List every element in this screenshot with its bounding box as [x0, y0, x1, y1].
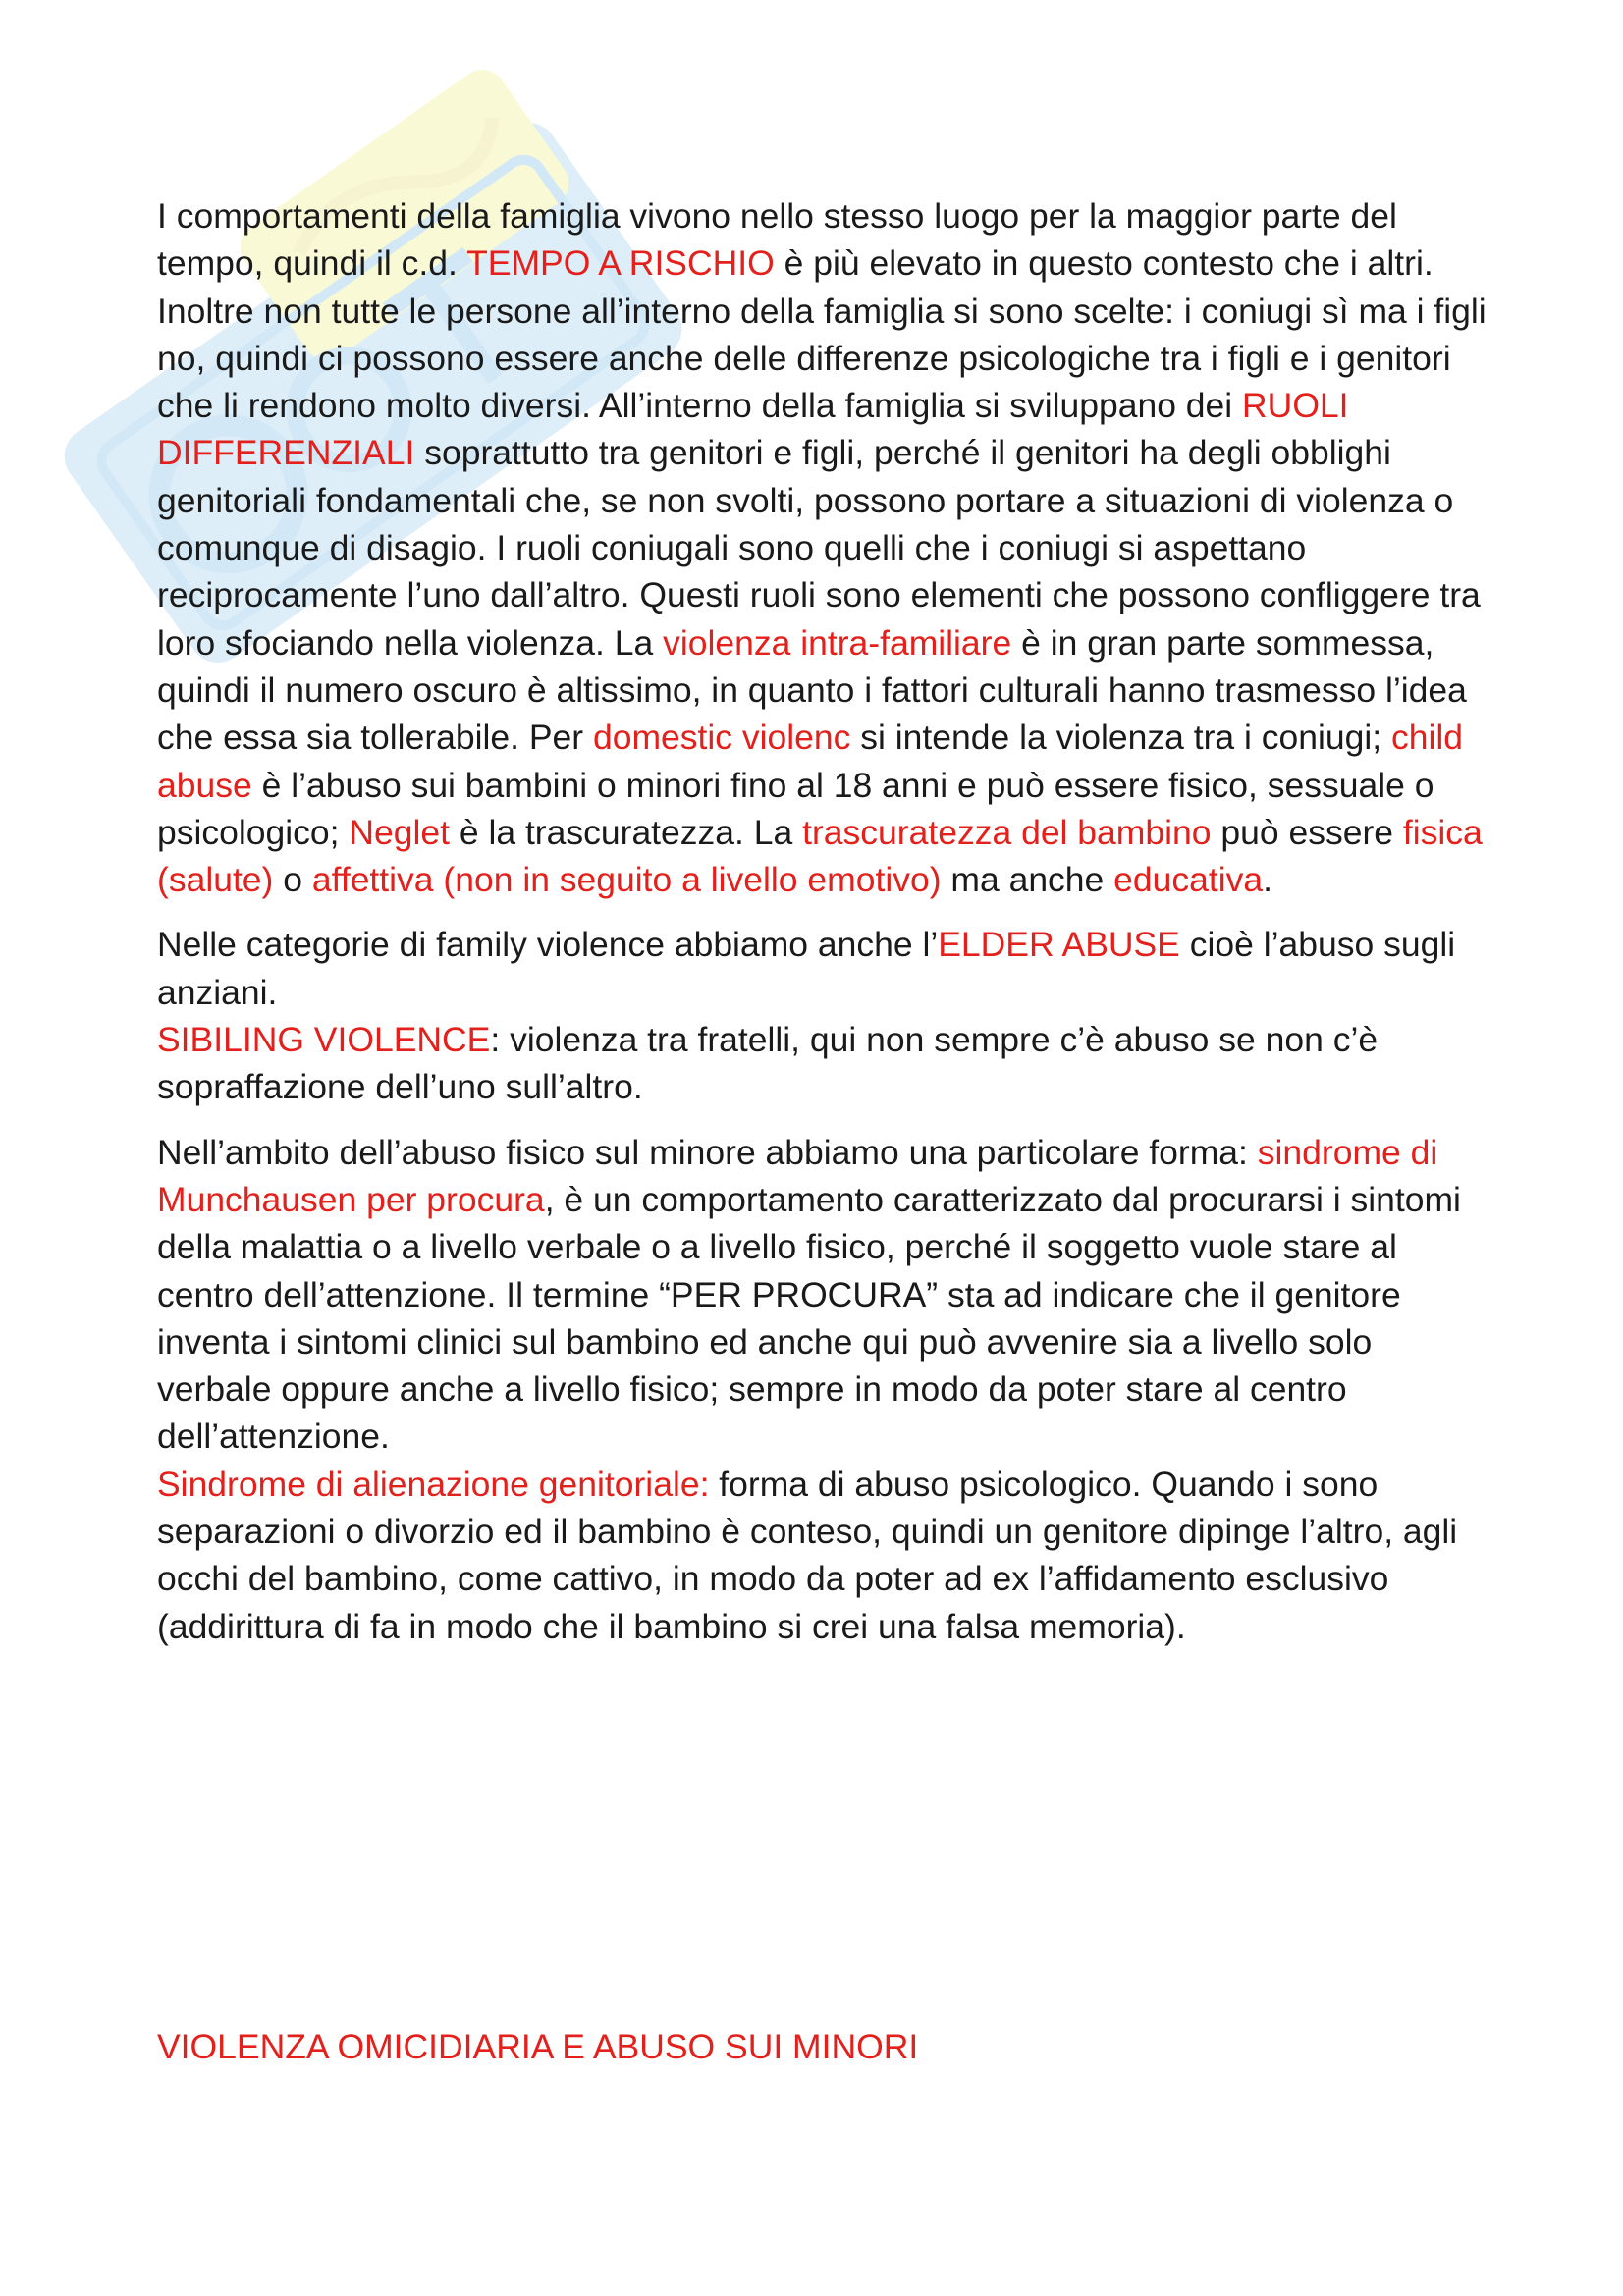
- text-run: Nell’ambito dell’abuso fisico sul minore abbiamo una particolare forma:: [157, 1132, 1258, 1172]
- highlighted-term: trascuratezza del bambino: [802, 812, 1212, 852]
- text-run: soprattutto tra genitori e figli, perché il genitori ha degli obblighi genitoriali fondamentali che, se non svolti, possono portare a situazioni di violenza o comunque di disagio. I ruoli coniugali sono quelli che i coniugi si aspettano reciprocamente l’uno dall’altro. Questi ruoli sono elementi che possono confliggere tra loro sfociando nella violenza. La: [157, 433, 1481, 663]
- document-body: [157, 192, 1492, 1650]
- highlighted-term: violenza intra-familiare: [663, 622, 1012, 663]
- text-run: .: [1263, 860, 1273, 900]
- text-run: è più elevato in questo contesto che i altri. Inoltre non tutte le persone all’interno della famiglia si sono scelte: i coniugi sì ma i figli no, quindi ci possono essere anche delle differenze psicologiche tra i figli e i genitori che li rendono molto diversi. All’interno della famiglia si sviluppano dei: [157, 243, 1487, 426]
- section-heading: VIOLENZA OMICIDIARIA E ABUSO SUI MINORI: [157, 2027, 919, 2066]
- highlighted-term: educativa: [1113, 860, 1264, 900]
- text-run: , è un comportamento caratterizzato dal procurarsi i sintomi della malattia o a livello verbale o a livello fisico, perché il soggetto vuole stare al centro dell’attenzione. Il termine “PER PROCURA” sta ad indicare che il genitore inventa i sintomi clinici sul bambino ed anche qui può avvenire sia a livello solo verbale oppure anche a livello fisico; sempre in modo da poter stare al centro dell’attenzione.: [157, 1179, 1461, 1457]
- paragraph-sibling-violence: [157, 1016, 1492, 1111]
- paragraph-family-context: [157, 192, 1492, 903]
- text-run: cioè l’abuso sugli anziani.: [157, 925, 1456, 1012]
- highlighted-term: ELDER ABUSE: [938, 925, 1180, 965]
- text-run: si intende la violenza tra i coniugi;: [850, 718, 1391, 758]
- highlighted-term: SIBILING VIOLENCE: [157, 1020, 491, 1060]
- highlighted-term: fisica (salute): [157, 812, 1483, 900]
- paragraph-elder-abuse: [157, 921, 1492, 1016]
- text-run: : violenza tra fratelli, qui non sempre c’è abuso se non c’è sopraffazione dell’uno sull’altro.: [157, 1020, 1379, 1107]
- highlighted-term: RUOLI DIFFERENZIALI: [157, 386, 1349, 473]
- text-run: è la trascuratezza. La: [449, 812, 803, 852]
- text-run: è in gran parte sommessa, quindi il numero oscuro è altissimo, in quanto i fattori culturali hanno trasmesso l’idea che essa sia tollerabile. Per: [157, 622, 1467, 758]
- text-run: Nelle categorie di family violence abbiamo anche l’: [157, 925, 939, 965]
- highlighted-term: Sindrome di alienazione genitoriale:: [157, 1464, 710, 1504]
- text-run: può essere: [1211, 812, 1403, 852]
- text-run: è l’abuso sui bambini o minori fino al 18 anni e può essere fisico, sessuale o psicologico;: [157, 765, 1434, 852]
- text-run: ma anche: [941, 860, 1114, 900]
- text-run: I comportamenti della famiglia vivono nello stesso luogo per la maggior parte del tempo, quindi il c.d.: [157, 196, 1397, 284]
- text-run: o: [273, 860, 312, 900]
- paragraph-parental-alienation: [157, 1461, 1492, 1650]
- text-run: forma di abuso psicologico. Quando i sono separazioni o divorzio ed il bambino è conteso, quindi un genitore dipinge l’altro, agli occhi del bambino, come cattivo, in modo da poter ad ex l’affidamento esclusivo (addirittura di fa in modo che il bambino si crei una falsa memoria).: [157, 1464, 1458, 1646]
- highlighted-term: child abuse: [157, 718, 1463, 805]
- highlighted-term: affettiva (non in seguito a livello emotivo): [311, 860, 942, 900]
- highlighted-term: domestic violenc: [592, 718, 851, 758]
- paragraph-munchausen: [157, 1129, 1492, 1461]
- highlighted-term: sindrome di Munchausen per procura: [157, 1132, 1438, 1219]
- highlighted-term: TEMPO A RISCHIO: [466, 243, 775, 284]
- highlighted-term: Neglet: [349, 812, 450, 852]
